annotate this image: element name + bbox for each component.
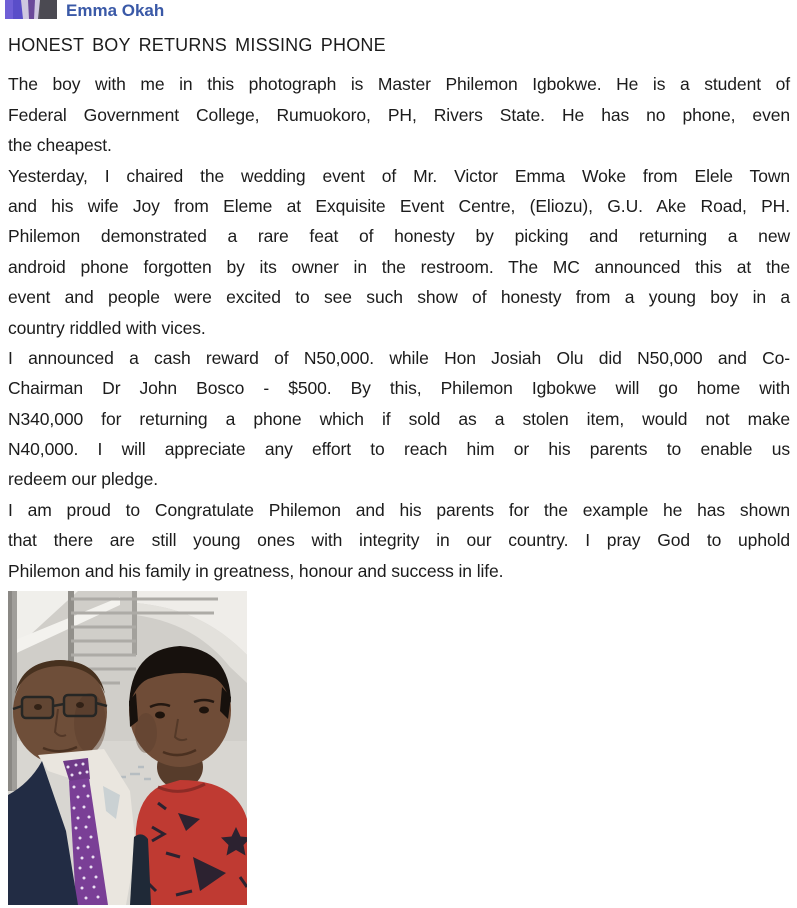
text-line: Philemon demonstrated a rare feat of honesty by picking and returning a new <box>8 226 790 247</box>
text-line: country riddled with vices. <box>8 317 206 338</box>
text-line: The boy with me in this photograph is Master Philemon Igbokwe. He is a student of <box>8 74 790 95</box>
post-photo[interactable] <box>8 591 247 905</box>
text-line: Yesterday, I chaired the wedding event of Mr. Victor Emma Woke from Elele Town <box>8 165 790 186</box>
author-name-link[interactable]: Emma Okah <box>66 1 165 20</box>
text-line: and his wife Joy from Eleme at Exquisite Event Centre, (Eliozu), G.U. Ake Road, PH. <box>8 195 790 216</box>
photo-scene <box>8 591 247 905</box>
text-line: Federal Government College, Rumuokoro, PH, Rivers State. He has no phone, even <box>8 104 790 125</box>
text-line: that there are still young ones with integrity in our country. I pray God to uphold <box>8 530 790 551</box>
avatar-image <box>5 0 57 19</box>
boy-eye-left <box>155 712 165 719</box>
boy-eye-right <box>199 707 209 714</box>
text-line: I am proud to Congratulate Philemon and his parents for the example he has shown <box>8 499 790 520</box>
text-line: the cheapest. <box>8 135 112 156</box>
text-line: N40,000. I will appreciate any effort to reach him or his parents to enable us <box>8 439 790 460</box>
avatar[interactable] <box>5 0 57 19</box>
text-line: Philemon and his family in greatness, honour and success in life. <box>8 560 504 581</box>
post-header <box>5 0 164 22</box>
text-line: android phone forgotten by its owner in the restroom. The MC announced this at the <box>8 256 790 277</box>
text-line: redeem our pledge. <box>8 469 158 490</box>
text-line: Chairman Dr John Bosco - $500. By this, Philemon Igbokwe will go home with <box>8 378 790 399</box>
post-body <box>8 30 790 586</box>
text-line: I announced a cash reward of N50,000. while Hon Josiah Olu did N50,000 and Co- <box>8 347 790 368</box>
text-line: event and people were excited to see such show of honesty from a young boy in a <box>8 287 790 308</box>
text-line: N340,000 for returning a phone which if sold as a stolen item, would not make <box>8 408 790 429</box>
post-title: HONEST BOY RETURNS MISSING PHONE <box>8 35 386 55</box>
